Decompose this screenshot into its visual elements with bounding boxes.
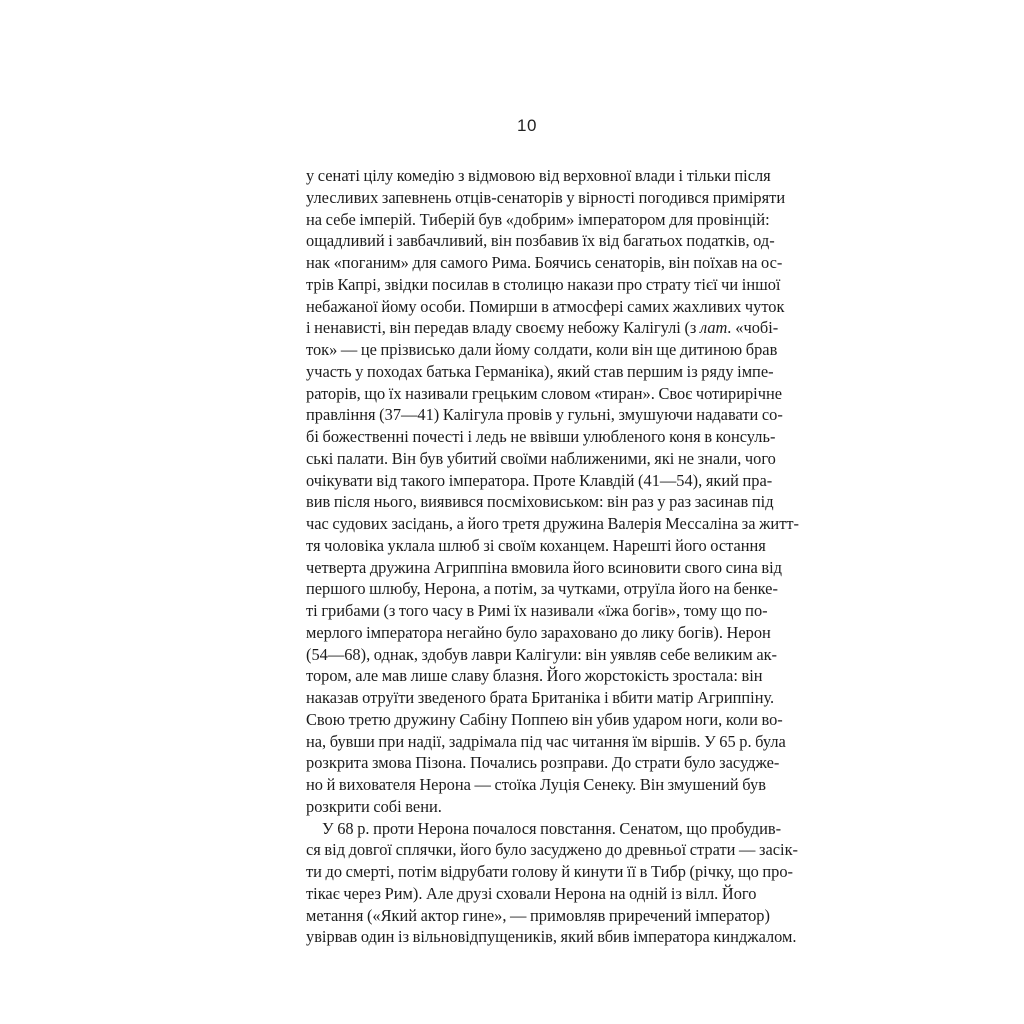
text-line	[306, 557, 783, 579]
text-line	[306, 230, 775, 252]
text-line	[306, 600, 768, 622]
text-segment: першого шлюбу, Нерона, а потім, за чутками, отруїла його на бенке-	[306, 579, 778, 599]
text-segment: ощадливий і завбачливий, він позбавив їх від багатьох податків, од-	[306, 231, 775, 251]
text-segment: (54—68), однак, здобув лаври Калігули: він уявляв себе великим ак-	[306, 644, 778, 664]
text-segment: небажаної йому особи. Помирши в атмосфері самих жахливих чуток	[306, 296, 785, 316]
text-segment: ток» — це прізвисько дали йому солдати, коли він ще дитиною брав	[306, 340, 778, 359]
text-segment: очікувати від такого імператора. Проте Клавдій (41—54), який пра-	[306, 470, 773, 490]
text-line	[306, 470, 773, 492]
text-line	[306, 404, 783, 426]
text-segment: ти до смерті, потім відрубати голову й кинути її в Тибр (річку, що про-	[306, 862, 793, 881]
text-segment: на, бувши при надії, задрімала під час читання їм віршів. У 65 р. була	[306, 731, 786, 751]
text-line	[306, 926, 797, 948]
paragraph	[306, 165, 799, 818]
text-segment: но й вихователя Нерона — стоїка Луція Сенеку. Він змушений був	[306, 775, 766, 794]
text-segment: ся від довгої сплячки, його було засуджено до древньої страти — засік-	[306, 840, 798, 860]
text-line	[306, 274, 781, 296]
text-segment: раторів, що їх називали грецьким словом «тиран». Своє чотирирічне	[306, 383, 783, 403]
text-segment: тором, але мав лише славу блазня. Його жорстокість зростала: він	[306, 666, 763, 686]
text-line	[306, 361, 774, 383]
text-line	[306, 383, 783, 405]
text-line	[306, 296, 785, 318]
text-line	[306, 774, 766, 796]
paragraph	[306, 818, 798, 949]
text-segment: У 68 р. проти Нерона почалося повстання. Сенатом, що пробудив-	[322, 818, 782, 838]
text-segment: правління (37—41) Калігула провів у гульні, змушуючи надавати со-	[306, 405, 783, 425]
text-line	[306, 861, 793, 883]
text-segment: метання («Який актор гине», — примовляв приречений імператор)	[306, 905, 770, 925]
text-segment: трів Капрі, звідки посилав в столицю накази про страту тієї чи іншої	[306, 274, 781, 294]
text-segment: ті грибами (з того часу в Римі їх називали «їжа богів», тому що по-	[306, 601, 768, 620]
text-line	[306, 905, 770, 927]
text-segment: вив після нього, виявився посміховиськом: він раз у раз засинав під	[306, 492, 774, 512]
text-line	[306, 491, 774, 513]
text-line	[306, 252, 783, 274]
text-segment: тя чоловіка уклала шлюб зі своїм коханцем. Нарешті його остання	[306, 535, 766, 555]
text-line	[306, 818, 782, 840]
text-line	[306, 644, 778, 666]
text-segment: тікає через Рим). Але друзі сховали Нерона на одній із вілл. Його	[306, 883, 757, 903]
text-segment: участь у походах батька Германіка), який став першим із ряду імпе-	[306, 361, 774, 381]
text-line	[306, 622, 771, 644]
italic-text: лат.	[699, 318, 732, 338]
text-segment: бі божественні почесті і ледь не ввівши улюбленого коня в консуль-	[306, 427, 776, 446]
text-segment: розкрити собі вени.	[306, 796, 442, 816]
text-segment: нак «поганим» для самого Рима. Боячись сенаторів, він поїхав на ос-	[306, 253, 783, 272]
text-segment: «чобі-	[731, 318, 779, 338]
text-line	[306, 883, 757, 905]
text-line	[306, 448, 776, 470]
text-line	[306, 665, 763, 687]
text-segment: наказав отруїти зведеного брата Британіка і вбити матір Агриппіну.	[306, 688, 775, 707]
text-segment: і ненависті, він передав владу своєму небожу Калігулі (з	[306, 318, 700, 338]
text-line	[306, 709, 783, 731]
text-segment: час судових засідань, а його третя дружина Валерія Мессаліна за житт-	[306, 514, 799, 533]
text-line	[306, 687, 775, 709]
text-line	[306, 731, 786, 753]
text-line	[306, 426, 776, 448]
text-line	[306, 796, 752, 818]
text-line	[306, 839, 798, 861]
text-segment: розкрита змова Пізона. Почались розправи. До страти було засудже-	[306, 753, 780, 773]
text-segment: Свою третю дружину Сабіну Поппею він убив ударом ноги, коли во-	[306, 709, 783, 729]
text-segment: на себе імперій. Тиберій був «добрим» імператором для провінцій:	[306, 209, 770, 229]
text-line	[306, 165, 771, 187]
body-text	[306, 165, 799, 948]
text-line	[306, 752, 780, 774]
text-line	[306, 187, 786, 209]
text-line	[306, 513, 799, 535]
text-line	[306, 209, 770, 231]
text-line	[306, 339, 778, 361]
text-line	[306, 535, 766, 557]
text-segment: увірвав один із вільновідпущеників, який вбив імператора кинджалом.	[306, 927, 797, 947]
text-line	[306, 317, 779, 339]
page-number: 10	[517, 116, 537, 135]
text-segment: ські палати. Він був убитий своїми наближеними, які не знали, чого	[306, 448, 776, 468]
text-segment: улесливих запевнень отців-сенаторів у вірності погодився приміряти	[306, 187, 786, 207]
text-segment: у сенаті цілу комедію з відмовою від верховної влади і тільки після	[306, 166, 771, 185]
text-line	[306, 578, 778, 600]
text-segment: мерлого імператора негайно було зараховано до лику богів). Нерон	[306, 622, 771, 642]
text-segment: четверта дружина Агриппіна вмовила його всиновити свого сина від	[306, 557, 783, 577]
